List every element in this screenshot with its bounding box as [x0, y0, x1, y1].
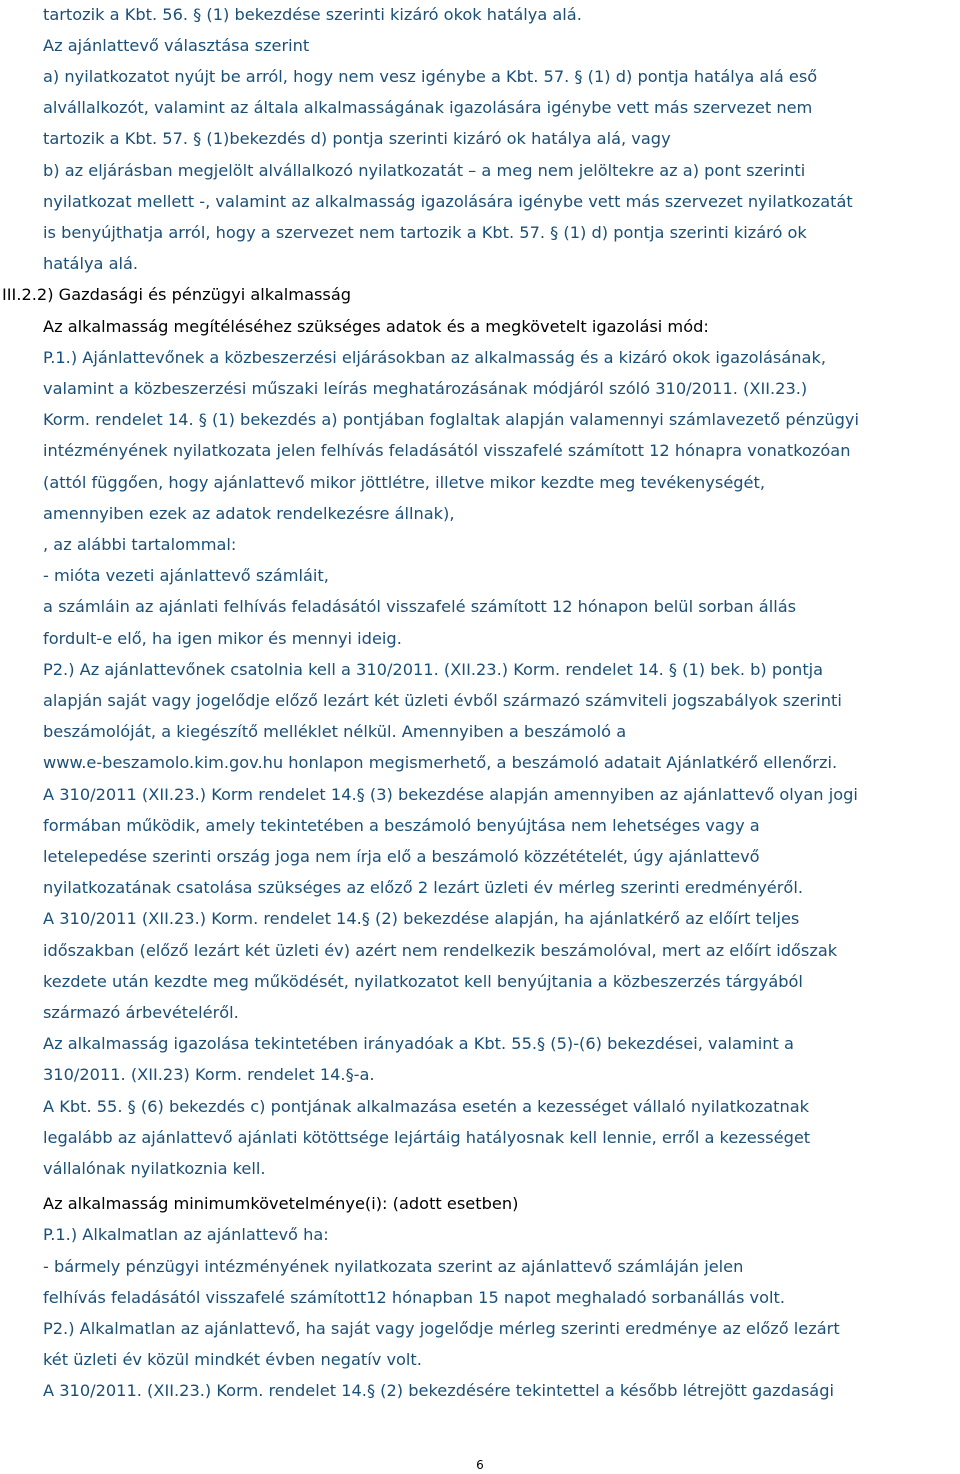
- text-line: fordult-e elő, ha igen mikor és mennyi ideig.: [43, 629, 402, 648]
- text-line: beszámolóját, a kiegészítő melléklet nélkül. Amennyiben a beszámoló a: [43, 722, 627, 741]
- text-line: alapján saját vagy jogelődje előző lezárt két üzleti évből származó számviteli jogszabályok szerinti: [43, 691, 842, 710]
- text-line: vállalónak nyilatkoznia kell.: [43, 1159, 266, 1178]
- text-line: P2.) Alkalmatlan az ajánlattevő, ha saját vagy jogelődje mérleg szerinti eredménye az előző lezárt: [43, 1319, 840, 1338]
- text-line: valamint a közbeszerzési műszaki leírás meghatározásának módjáról szóló 310/2011. (XII.23.): [43, 379, 808, 398]
- text-line: nyilatkozat mellett -, valamint az alkalmasság igazolására igénybe vett más szervezet nyilatkozatát: [43, 192, 853, 211]
- text-line: alvállalkozót, valamint az általa alkalmasságának igazolására igénybe vett más szervezet nem: [43, 98, 813, 117]
- section-heading: III.2.2) Gazdasági és pénzügyi alkalmasság: [2, 285, 352, 304]
- text-line: intézményének nyilatkozata jelen felhívás feladásától visszafelé számított 12 hónapra vonatkozóan: [43, 441, 851, 460]
- text-line: , az alábbi tartalommal:: [43, 535, 237, 554]
- text-line: P.1.) Ajánlattevőnek a közbeszerzési eljárásokban az alkalmasság és a kizáró okok igazolásának,: [43, 348, 826, 367]
- text-line: Az alkalmasság minimumkövetelménye(i): (adott esetben): [43, 1194, 519, 1213]
- text-line: származó árbevételéről.: [43, 1003, 239, 1022]
- text-line: P.1.) Alkalmatlan az ajánlattevő ha:: [43, 1225, 329, 1244]
- text-line: letelepedése szerinti ország joga nem írja elő a beszámoló közzétételét, úgy ajánlattevő: [43, 847, 760, 866]
- text-line: b) az eljárásban megjelölt alvállalkozó nyilatkozatát – a meg nem jelöltekre az a) pont szerinti: [43, 161, 806, 180]
- text-line: formában működik, amely tekintetében a beszámoló benyújtása nem lehetséges vagy a: [43, 816, 760, 835]
- text-line: amennyiben ezek az adatok rendelkezésre állnak),: [43, 504, 455, 523]
- text-line: - bármely pénzügyi intézményének nyilatkozata szerint az ajánlattevő számláján jelen: [43, 1257, 744, 1276]
- text-line: Az alkalmasság igazolása tekintetében irányadóak a Kbt. 55.§ (5)-(6) bekezdései, valamint a: [43, 1034, 794, 1053]
- text-line: nyilatkozatának csatolása szükséges az előző 2 lezárt üzleti év mérleg szerinti eredményéről.: [43, 878, 803, 897]
- text-line: Korm. rendelet 14. § (1) bekezdés a) pontjában foglaltak alapján valamennyi számlavezető pénzügyi: [43, 410, 859, 429]
- text-line: Az ajánlattevő választása szerint: [43, 36, 310, 55]
- text-line: P2.) Az ajánlattevőnek csatolnia kell a 310/2011. (XII.23.) Korm. rendelet 14. § (1) bek. b) pontja: [43, 660, 824, 679]
- text-line: tartozik a Kbt. 56. § (1) bekezdése szerinti kizáró okok hatálya alá.: [43, 5, 582, 24]
- text-line: két üzleti év közül mindkét évben negatív volt.: [43, 1350, 422, 1369]
- text-line: legalább az ajánlattevő ajánlati kötöttsége lejártáig hatályosnak kell lennie, erről a kezességet: [43, 1128, 811, 1147]
- text-line: tartozik a Kbt. 57. § (1)bekezdés d) pontja szerinti kizáró ok hatálya alá, vagy: [43, 129, 671, 148]
- text-line: a számláin az ajánlati felhívás feladásától visszafelé számított 12 hónapon belül sorban állás: [43, 597, 797, 616]
- text-line: időszakban (előző lezárt két üzleti év) azért nem rendelkezik beszámolóval, mert az előírt időszak: [43, 941, 838, 960]
- text-line: is benyújthatja arról, hogy a szervezet nem tartozik a Kbt. 57. § (1) d) pontja szerinti kizáró ok: [43, 223, 807, 242]
- text-line: - mióta vezeti ajánlattevő számláit,: [43, 566, 329, 585]
- text-line: Az alkalmasság megítéléséhez szükséges adatok és a megkövetelt igazolási mód:: [43, 317, 709, 336]
- text-line: A Kbt. 55. § (6) bekezdés c) pontjának alkalmazása esetén a kezességet vállaló nyilatkozatnak: [43, 1097, 810, 1116]
- text-line: a) nyilatkozatot nyújt be arról, hogy nem vesz igénybe a Kbt. 57. § (1) d) pontja hatálya alá eső: [43, 67, 818, 86]
- page-number: 6: [476, 1458, 484, 1472]
- text-line: (attól függően, hogy ajánlattevő mikor jöttlétre, illetve mikor kezdte meg tevékenységét,: [43, 473, 766, 492]
- text-line: hatálya alá.: [43, 254, 139, 273]
- text-line: A 310/2011. (XII.23.) Korm. rendelet 14.§ (2) bekezdésére tekintettel a később létrejött gazdasági: [43, 1381, 834, 1400]
- text-line: felhívás feladásától visszafelé számított12 hónapban 15 napot meghaladó sorbanállás volt.: [43, 1288, 786, 1307]
- text-line: A 310/2011 (XII.23.) Korm rendelet 14.§ (3) bekezdése alapján amennyiben az ajánlattevő olyan jogi: [43, 785, 858, 804]
- text-line: www.e-beszamolo.kim.gov.hu honlapon megismerhető, a beszámoló adatait Ajánlatkérő ellenőrzi.: [43, 753, 838, 772]
- text-line: 310/2011. (XII.23) Korm. rendelet 14.§-a.: [43, 1065, 375, 1084]
- text-line: A 310/2011 (XII.23.) Korm. rendelet 14.§ (2) bekezdése alapján, ha ajánlatkérő az előírt teljes: [43, 909, 800, 928]
- text-line: kezdete után kezdte meg működését, nyilatkozatot kell benyújtania a közbeszerzés tárgyából: [43, 972, 803, 991]
